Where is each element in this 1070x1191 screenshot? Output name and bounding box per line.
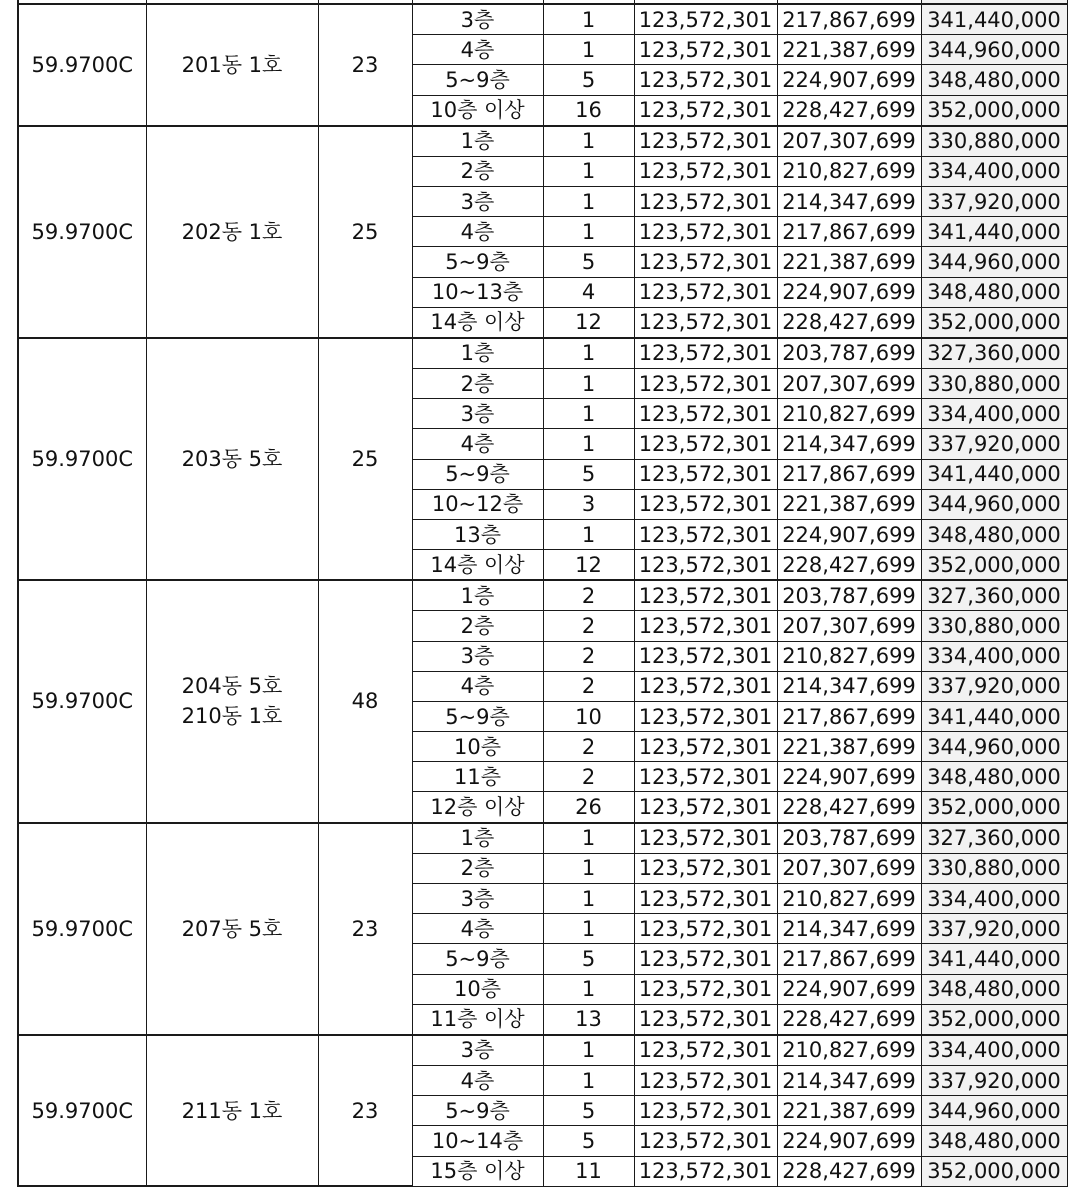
count-cell: 2 [543,671,634,701]
building-price-cell: 224,907,699 [777,277,921,307]
floor-cell: 13층 [412,519,543,549]
floor-cell: 15층 이상 [412,1156,543,1186]
housing-type-cell: 59.9700C [18,126,146,338]
land-price-cell: 123,572,301 [634,247,777,277]
building-unit-cell [146,126,318,338]
count-cell: 1 [543,1066,634,1096]
floor-cell: 3층 [412,641,543,671]
land-price-cell: 123,572,301 [634,762,777,792]
table-row [18,580,1067,611]
land-price-cell: 123,572,301 [634,1156,777,1186]
count-cell: 12 [543,550,634,581]
floor-cell: 1층 [412,823,543,854]
building-price-cell: 221,387,699 [777,732,921,762]
land-price-cell: 123,572,301 [634,1035,777,1066]
building-price-cell: 217,867,699 [777,944,921,974]
land-price-cell: 123,572,301 [634,217,777,247]
building-price-cell: 214,347,699 [777,671,921,701]
land-price-cell: 123,572,301 [634,611,777,641]
building-price-cell: 221,387,699 [777,247,921,277]
building-unit-cell [146,580,318,822]
land-price-cell: 123,572,301 [634,792,777,823]
floor-cell: 3층 [412,883,543,913]
table-body [18,0,1067,1186]
floor-cell: 4층 [412,914,543,944]
total-price-cell: 334,400,000 [921,156,1067,186]
building-price-cell: 214,347,699 [777,914,921,944]
housing-type-cell: 59.9700C [18,823,146,1035]
land-price-cell: 123,572,301 [634,823,777,854]
building-unit-label: 207동 5호 [181,916,283,941]
total-price-cell: 337,920,000 [921,1066,1067,1096]
floor-cell: 10층 [412,732,543,762]
land-price-cell: 123,572,301 [634,156,777,186]
floor-cell: 10~12층 [412,489,543,519]
floor-cell: 5~9층 [412,1096,543,1126]
building-price-cell: 224,907,699 [777,65,921,95]
building-price-cell: 217,867,699 [777,217,921,247]
building-price-cell: 217,867,699 [777,459,921,489]
total-price-cell: 344,960,000 [921,35,1067,65]
total-price-cell: 337,920,000 [921,429,1067,459]
land-price-cell: 123,572,301 [634,369,777,399]
count-cell: 1 [543,399,634,429]
building-unit-label: 204동 5호 [181,674,283,699]
land-price-cell: 123,572,301 [634,914,777,944]
land-price-cell: 123,572,301 [634,307,777,338]
count-cell: 5 [543,65,634,95]
building-price-cell: 224,907,699 [777,974,921,1004]
floor-cell: 10층 [412,974,543,1004]
floor-cell: 3층 [412,1035,543,1066]
floor-cell: 5~9층 [412,247,543,277]
floor-cell: 14층 이상 [412,307,543,338]
floor-cell: 2층 [412,611,543,641]
count-cell: 2 [543,611,634,641]
floor-cell: 4층 [412,217,543,247]
unit-total-cell: 23 [318,823,412,1035]
land-price-cell: 123,572,301 [634,35,777,65]
table-row [18,823,1067,854]
total-price-cell: 341,440,000 [921,217,1067,247]
count-cell: 1 [543,1035,634,1066]
floor-cell: 5~9층 [412,459,543,489]
floor-cell: 11층 [412,762,543,792]
count-cell: 1 [543,853,634,883]
building-unit-cell [146,4,318,126]
count-cell: 1 [543,4,634,35]
building-price-cell: 203,787,699 [777,823,921,854]
building-price-cell: 203,787,699 [777,580,921,611]
count-cell: 5 [543,247,634,277]
count-cell: 1 [543,974,634,1004]
total-price-cell: 344,960,000 [921,247,1067,277]
count-cell: 16 [543,95,634,126]
total-price-cell: 348,480,000 [921,519,1067,549]
floor-cell: 4층 [412,671,543,701]
building-price-cell: 221,387,699 [777,489,921,519]
land-price-cell: 123,572,301 [634,732,777,762]
land-price-cell: 123,572,301 [634,1126,777,1156]
unit-total-cell: 25 [318,126,412,338]
total-price-cell: 327,360,000 [921,823,1067,854]
total-price-cell: 337,920,000 [921,914,1067,944]
land-price-cell: 123,572,301 [634,4,777,35]
table-row [18,126,1067,157]
land-price-cell: 123,572,301 [634,701,777,731]
table-row [18,1035,1067,1066]
unit-total-cell: 23 [318,4,412,126]
floor-cell: 3층 [412,187,543,217]
land-price-cell: 123,572,301 [634,671,777,701]
building-unit-cell [146,338,318,580]
count-cell: 13 [543,1004,634,1035]
unit-total-cell: 23 [318,1035,412,1186]
floor-cell: 10~14층 [412,1126,543,1156]
count-cell: 2 [543,762,634,792]
building-price-cell: 214,347,699 [777,429,921,459]
building-price-cell: 207,307,699 [777,853,921,883]
total-price-cell: 348,480,000 [921,762,1067,792]
count-cell: 11 [543,1156,634,1186]
housing-type-cell: 59.9700C [18,338,146,580]
unit-total-cell: 25 [318,338,412,580]
building-price-cell: 224,907,699 [777,519,921,549]
count-cell: 5 [543,944,634,974]
floor-cell: 1층 [412,338,543,369]
total-price-cell: 327,360,000 [921,580,1067,611]
building-price-cell: 224,907,699 [777,1126,921,1156]
floor-cell: 1층 [412,580,543,611]
count-cell: 4 [543,277,634,307]
total-price-cell: 344,960,000 [921,1096,1067,1126]
floor-cell: 12층 이상 [412,792,543,823]
total-price-cell: 344,960,000 [921,489,1067,519]
building-unit-label: 210동 1호 [181,704,283,729]
land-price-cell: 123,572,301 [634,399,777,429]
floor-cell: 11층 이상 [412,1004,543,1035]
count-cell: 26 [543,792,634,823]
building-price-cell: 207,307,699 [777,611,921,641]
total-price-cell: 334,400,000 [921,641,1067,671]
building-price-cell: 203,787,699 [777,338,921,369]
floor-cell: 5~9층 [412,944,543,974]
building-price-cell: 210,827,699 [777,156,921,186]
total-price-cell: 337,920,000 [921,671,1067,701]
land-price-cell: 123,572,301 [634,187,777,217]
land-price-cell: 123,572,301 [634,1066,777,1096]
total-price-cell: 352,000,000 [921,550,1067,581]
floor-cell: 1층 [412,126,543,157]
building-price-cell: 224,907,699 [777,762,921,792]
land-price-cell: 123,572,301 [634,641,777,671]
floor-cell: 3층 [412,4,543,35]
floor-cell: 2층 [412,853,543,883]
building-price-cell: 217,867,699 [777,4,921,35]
floor-cell: 4층 [412,35,543,65]
floor-cell: 2층 [412,369,543,399]
housing-type-cell: 59.9700C [18,1035,146,1186]
land-price-cell: 123,572,301 [634,519,777,549]
land-price-cell: 123,572,301 [634,338,777,369]
count-cell: 1 [543,429,634,459]
building-price-cell: 207,307,699 [777,126,921,157]
count-cell: 2 [543,641,634,671]
unit-total-cell: 48 [318,580,412,822]
floor-cell: 10~13층 [412,277,543,307]
total-price-cell: 341,440,000 [921,944,1067,974]
land-price-cell: 123,572,301 [634,429,777,459]
building-price-cell: 217,867,699 [777,701,921,731]
count-cell: 1 [543,914,634,944]
price-table [17,0,1068,1187]
building-price-cell: 228,427,699 [777,1004,921,1035]
count-cell: 2 [543,732,634,762]
count-cell: 1 [543,187,634,217]
count-cell: 1 [543,519,634,549]
floor-cell: 5~9층 [412,65,543,95]
count-cell: 2 [543,580,634,611]
count-cell: 1 [543,338,634,369]
floor-cell: 4층 [412,1066,543,1096]
building-price-cell: 228,427,699 [777,792,921,823]
land-price-cell: 123,572,301 [634,580,777,611]
building-unit-label: 203동 5호 [181,447,283,472]
building-price-cell: 210,827,699 [777,883,921,913]
building-price-cell: 228,427,699 [777,307,921,338]
land-price-cell: 123,572,301 [634,95,777,126]
total-price-cell: 341,440,000 [921,459,1067,489]
building-price-cell: 228,427,699 [777,95,921,126]
total-price-cell: 337,920,000 [921,187,1067,217]
table-row [18,4,1067,35]
total-price-cell: 330,880,000 [921,853,1067,883]
building-price-cell: 207,307,699 [777,369,921,399]
floor-cell: 10층 이상 [412,95,543,126]
total-price-cell: 334,400,000 [921,883,1067,913]
total-price-cell: 348,480,000 [921,277,1067,307]
total-price-cell: 352,000,000 [921,792,1067,823]
building-unit-label: 211동 1호 [181,1098,283,1123]
count-cell: 10 [543,701,634,731]
building-price-cell: 221,387,699 [777,35,921,65]
total-price-cell: 330,880,000 [921,611,1067,641]
total-price-cell: 352,000,000 [921,307,1067,338]
building-unit-label: 202동 1호 [181,219,283,244]
land-price-cell: 123,572,301 [634,126,777,157]
building-unit-cell [146,823,318,1035]
count-cell: 1 [543,369,634,399]
land-price-cell: 123,572,301 [634,277,777,307]
land-price-cell: 123,572,301 [634,944,777,974]
floor-cell: 4층 [412,429,543,459]
total-price-cell: 330,880,000 [921,126,1067,157]
land-price-cell: 123,572,301 [634,489,777,519]
building-price-cell: 210,827,699 [777,641,921,671]
count-cell: 1 [543,35,634,65]
housing-type-cell: 59.9700C [18,4,146,126]
total-price-cell: 341,440,000 [921,4,1067,35]
building-price-cell: 221,387,699 [777,1096,921,1126]
total-price-cell: 352,000,000 [921,1156,1067,1186]
building-price-cell: 214,347,699 [777,1066,921,1096]
total-price-cell: 348,480,000 [921,65,1067,95]
count-cell: 1 [543,156,634,186]
total-price-cell: 334,400,000 [921,1035,1067,1066]
land-price-cell: 123,572,301 [634,853,777,883]
building-unit-cell [146,1035,318,1186]
total-price-cell: 348,480,000 [921,974,1067,1004]
total-price-cell: 330,880,000 [921,369,1067,399]
floor-cell: 5~9층 [412,701,543,731]
land-price-cell: 123,572,301 [634,459,777,489]
total-price-cell: 334,400,000 [921,399,1067,429]
land-price-cell: 123,572,301 [634,883,777,913]
total-price-cell: 352,000,000 [921,1004,1067,1035]
count-cell: 5 [543,1126,634,1156]
land-price-cell: 123,572,301 [634,65,777,95]
land-price-cell: 123,572,301 [634,974,777,1004]
total-price-cell: 344,960,000 [921,732,1067,762]
building-unit-label: 201동 1호 [181,52,283,77]
count-cell: 1 [543,823,634,854]
count-cell: 1 [543,217,634,247]
total-price-cell: 348,480,000 [921,1126,1067,1156]
land-price-cell: 123,572,301 [634,1096,777,1126]
floor-cell: 2층 [412,156,543,186]
count-cell: 3 [543,489,634,519]
building-price-cell: 228,427,699 [777,550,921,581]
total-price-cell: 341,440,000 [921,701,1067,731]
building-price-cell: 214,347,699 [777,187,921,217]
total-price-cell: 327,360,000 [921,338,1067,369]
count-cell: 5 [543,459,634,489]
count-cell: 12 [543,307,634,338]
count-cell: 1 [543,126,634,157]
count-cell: 1 [543,883,634,913]
table-row [18,338,1067,369]
building-price-cell: 228,427,699 [777,1156,921,1186]
land-price-cell: 123,572,301 [634,550,777,581]
floor-cell: 14층 이상 [412,550,543,581]
count-cell: 5 [543,1096,634,1126]
building-price-cell: 210,827,699 [777,399,921,429]
total-price-cell: 352,000,000 [921,95,1067,126]
land-price-cell: 123,572,301 [634,1004,777,1035]
building-price-cell: 210,827,699 [777,1035,921,1066]
floor-cell: 3층 [412,399,543,429]
housing-type-cell: 59.9700C [18,580,146,822]
